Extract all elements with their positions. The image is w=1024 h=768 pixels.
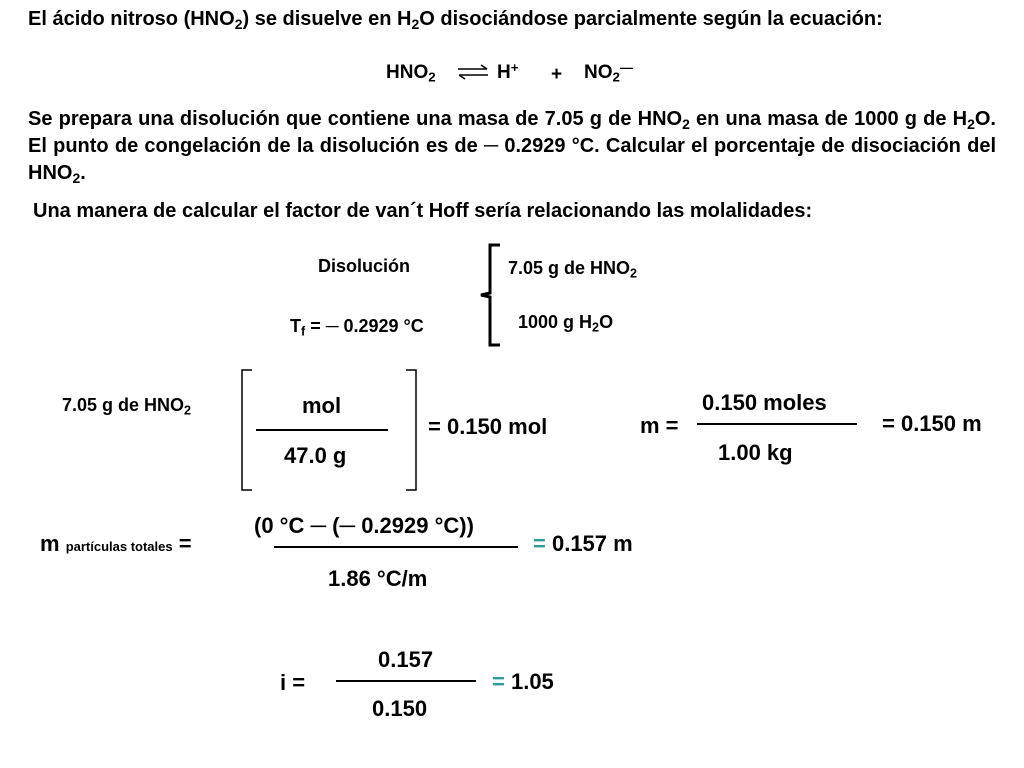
particles-lhs: m partículas totales = (40, 531, 192, 556)
equation-hydrogen-ion: H+ (497, 60, 519, 83)
molality-numerator: 0.150 moles (702, 390, 827, 415)
right-bracket-icon (404, 368, 418, 492)
vant-hoff-numerator: 0.157 (378, 647, 434, 672)
curly-brace-icon (478, 243, 504, 347)
solvent-mass: 1000 g $H_2O$ (518, 312, 614, 335)
particles-fraction-bar (274, 546, 518, 548)
freezing-temperature: $T_f$ = ─ 0.2929 °C (290, 316, 424, 339)
moles-denominator: 47.0 g (284, 443, 347, 468)
moles-fraction-bar (256, 429, 388, 431)
particles-numerator: (0 °C ─ (─ 0.2929 °C)) (254, 513, 474, 538)
vant-hoff-fraction-bar (336, 680, 476, 682)
molality-result: = 0.150 m (882, 411, 982, 436)
vant-hoff-denominator: 0.150 (372, 696, 428, 721)
vant-hoff-result: = 1.05 (492, 669, 554, 694)
vant-hoff-lhs: i = (280, 670, 306, 695)
solute-mass: 7.05 g de $HNO_2$ (508, 258, 638, 281)
molality-fraction-bar (697, 423, 857, 425)
particles-denominator: 1.86 °C/m (328, 566, 428, 591)
equation-plus-sign: + (551, 64, 563, 85)
equation-nitrite-ion: $NO_2^—$ (584, 60, 634, 85)
moles-numerator: mol (302, 393, 342, 418)
molality-denominator: 1.00 kg (718, 440, 793, 465)
particles-result: = 0.157 m (533, 531, 633, 556)
moles-given: 7.05 g de $HNO_2$ (62, 395, 192, 418)
equilibrium-arrows-icon (456, 62, 490, 82)
solution-label: Disolución (318, 256, 411, 276)
left-bracket-icon (240, 368, 254, 492)
moles-result: = 0.150 mol (428, 414, 548, 439)
dissociation-equation: $HNO_2$ (386, 62, 436, 85)
method-note: Una manera de calcular el factor de van´t Hoff sería relacionando las molalidades: (33, 200, 813, 222)
intro-paragraph: El ácido nitroso $(HNO_2)$ se disuelve en $H_2O$ disociándose parcialmente según la ecuación: (28, 8, 883, 32)
molality-lhs: m = (640, 413, 679, 438)
problem-statement: Se prepara una disolución que contiene una masa de 7.05 g de $HNO_2$ en una masa de 1000 g de $H_2O$. El punto de congelación de la disolución es de ─ 0.2929 °C. Calcular el porcentaje de disociación del $HNO_2$. (28, 108, 996, 186)
